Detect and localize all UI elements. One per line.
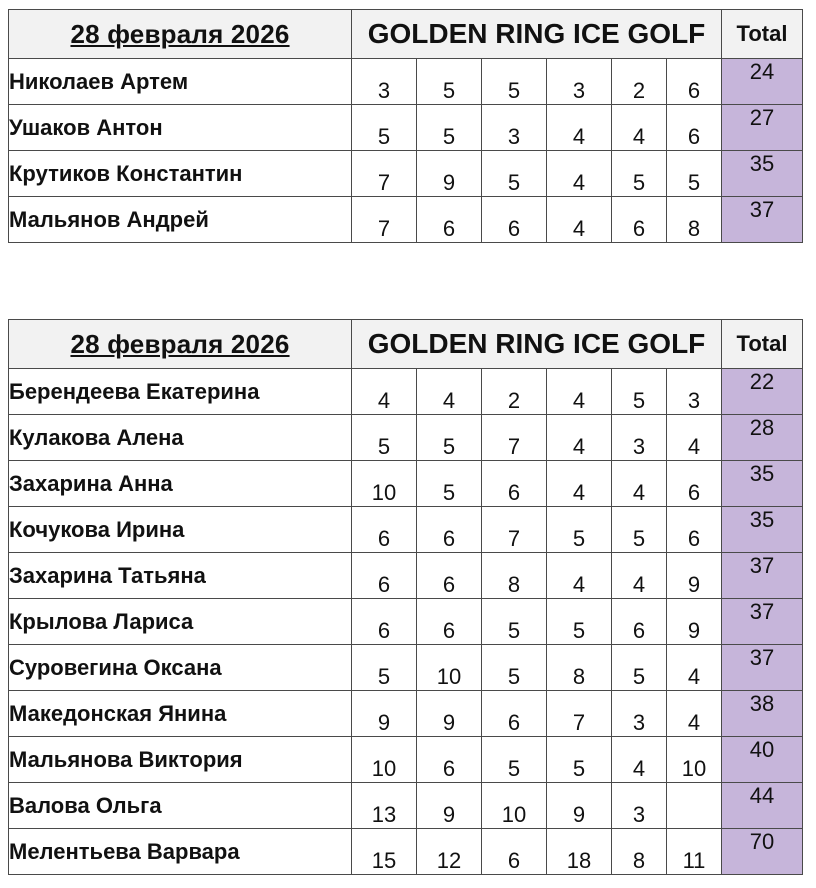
hole-score-cell: 7 bbox=[482, 507, 547, 553]
hole-score-cell: 6 bbox=[417, 507, 482, 553]
player-row bbox=[9, 151, 803, 197]
date-header: 28 февраля 2026 bbox=[9, 10, 352, 59]
hole-score-cell: 4 bbox=[547, 151, 612, 197]
player-row bbox=[9, 599, 803, 645]
hole-score-cell: 6 bbox=[667, 59, 722, 105]
hole-score-cell: 18 bbox=[547, 829, 612, 875]
player-name: Валова Ольга bbox=[9, 783, 352, 829]
total-header: Total bbox=[722, 320, 803, 369]
hole-score-cell: 4 bbox=[612, 461, 667, 507]
player-name: Мальянова Виктория bbox=[9, 737, 352, 783]
player-row bbox=[9, 737, 803, 783]
player-row bbox=[9, 553, 803, 599]
hole-score-cell: 6 bbox=[417, 599, 482, 645]
hole-score-cell: 9 bbox=[352, 691, 417, 737]
player-name: Македонская Янина bbox=[9, 691, 352, 737]
total-score-cell: 27 bbox=[722, 105, 803, 151]
hole-score-cell: 4 bbox=[612, 105, 667, 151]
player-name: Мелентьева Варвара bbox=[9, 829, 352, 875]
player-name: Николаев Артем bbox=[9, 59, 352, 105]
hole-score-cell: 7 bbox=[352, 151, 417, 197]
hole-score-cell: 4 bbox=[547, 369, 612, 415]
hole-score-cell: 9 bbox=[417, 783, 482, 829]
hole-score-cell: 12 bbox=[417, 829, 482, 875]
hole-score-cell: 9 bbox=[417, 151, 482, 197]
header-row bbox=[9, 320, 803, 369]
hole-score-cell: 3 bbox=[547, 59, 612, 105]
total-score-cell: 35 bbox=[722, 151, 803, 197]
player-row bbox=[9, 645, 803, 691]
hole-score-cell: 10 bbox=[352, 737, 417, 783]
hole-score-cell: 4 bbox=[667, 415, 722, 461]
hole-score-cell: 5 bbox=[547, 737, 612, 783]
hole-score-cell: 6 bbox=[482, 461, 547, 507]
hole-score-cell: 5 bbox=[417, 105, 482, 151]
hole-score-cell: 6 bbox=[352, 553, 417, 599]
hole-score-cell: 4 bbox=[547, 553, 612, 599]
hole-score-cell: 3 bbox=[352, 59, 417, 105]
player-name: Кочукова Ирина bbox=[9, 507, 352, 553]
hole-score-cell: 9 bbox=[667, 599, 722, 645]
player-name: Захарина Анна bbox=[9, 461, 352, 507]
hole-score-cell: 5 bbox=[482, 645, 547, 691]
hole-score-cell: 5 bbox=[482, 737, 547, 783]
player-row bbox=[9, 783, 803, 829]
hole-score-cell: 3 bbox=[612, 783, 667, 829]
hole-score-cell: 4 bbox=[547, 105, 612, 151]
total-score-cell: 35 bbox=[722, 507, 803, 553]
player-name: Захарина Татьяна bbox=[9, 553, 352, 599]
hole-score-cell: 5 bbox=[482, 151, 547, 197]
hole-score-cell: 6 bbox=[612, 599, 667, 645]
hole-score-cell: 6 bbox=[667, 507, 722, 553]
hole-score-cell: 5 bbox=[612, 369, 667, 415]
hole-score-cell: 8 bbox=[547, 645, 612, 691]
hole-score-cell: 5 bbox=[612, 645, 667, 691]
player-row bbox=[9, 461, 803, 507]
hole-score-cell: 9 bbox=[667, 553, 722, 599]
hole-score-cell: 10 bbox=[667, 737, 722, 783]
hole-score-cell: 5 bbox=[417, 461, 482, 507]
hole-score-cell bbox=[667, 783, 722, 829]
player-name: Мальянов Андрей bbox=[9, 197, 352, 243]
hole-score-cell: 13 bbox=[352, 783, 417, 829]
total-score-cell: 37 bbox=[722, 553, 803, 599]
hole-score-cell: 5 bbox=[667, 151, 722, 197]
player-row bbox=[9, 415, 803, 461]
hole-score-cell: 3 bbox=[612, 691, 667, 737]
hole-score-cell: 3 bbox=[612, 415, 667, 461]
hole-score-cell: 5 bbox=[612, 151, 667, 197]
hole-score-cell: 6 bbox=[417, 197, 482, 243]
hole-score-cell: 6 bbox=[352, 599, 417, 645]
total-score-cell: 38 bbox=[722, 691, 803, 737]
player-name: Ушаков Антон bbox=[9, 105, 352, 151]
total-score-cell: 37 bbox=[722, 197, 803, 243]
hole-score-cell: 5 bbox=[352, 645, 417, 691]
total-score-cell: 37 bbox=[722, 645, 803, 691]
hole-score-cell: 10 bbox=[482, 783, 547, 829]
hole-score-cell: 6 bbox=[667, 105, 722, 151]
hole-score-cell: 6 bbox=[667, 461, 722, 507]
player-row bbox=[9, 691, 803, 737]
player-row bbox=[9, 507, 803, 553]
total-header: Total bbox=[722, 10, 803, 59]
player-name: Берендеева Екатерина bbox=[9, 369, 352, 415]
player-row bbox=[9, 105, 803, 151]
hole-score-cell: 8 bbox=[667, 197, 722, 243]
scoreboard-women bbox=[8, 319, 803, 875]
total-score-cell: 22 bbox=[722, 369, 803, 415]
hole-score-cell: 3 bbox=[667, 369, 722, 415]
scoreboard-body bbox=[9, 320, 803, 875]
hole-score-cell: 3 bbox=[482, 105, 547, 151]
hole-score-cell: 5 bbox=[547, 507, 612, 553]
hole-score-cell: 6 bbox=[482, 691, 547, 737]
player-row bbox=[9, 59, 803, 105]
scoreboard-men bbox=[8, 9, 803, 243]
hole-score-cell: 2 bbox=[612, 59, 667, 105]
hole-score-cell: 15 bbox=[352, 829, 417, 875]
player-name: Суровегина Оксана bbox=[9, 645, 352, 691]
hole-score-cell: 10 bbox=[417, 645, 482, 691]
player-name: Крутиков Константин bbox=[9, 151, 352, 197]
player-name: Крылова Лариса bbox=[9, 599, 352, 645]
hole-score-cell: 5 bbox=[417, 59, 482, 105]
hole-score-cell: 6 bbox=[352, 507, 417, 553]
hole-score-cell: 6 bbox=[417, 553, 482, 599]
player-row bbox=[9, 829, 803, 875]
hole-score-cell: 11 bbox=[667, 829, 722, 875]
hole-score-cell: 4 bbox=[547, 415, 612, 461]
hole-score-cell: 4 bbox=[667, 691, 722, 737]
hole-score-cell: 7 bbox=[547, 691, 612, 737]
hole-score-cell: 7 bbox=[482, 415, 547, 461]
hole-score-cell: 10 bbox=[352, 461, 417, 507]
hole-score-cell: 4 bbox=[417, 369, 482, 415]
hole-score-cell: 9 bbox=[417, 691, 482, 737]
hole-score-cell: 5 bbox=[547, 599, 612, 645]
total-score-cell: 40 bbox=[722, 737, 803, 783]
hole-score-cell: 7 bbox=[352, 197, 417, 243]
hole-score-cell: 5 bbox=[417, 415, 482, 461]
player-row bbox=[9, 369, 803, 415]
hole-score-cell: 4 bbox=[667, 645, 722, 691]
hole-score-cell: 5 bbox=[482, 599, 547, 645]
tournament-title: GOLDEN RING ICE GOLF bbox=[352, 10, 722, 59]
hole-score-cell: 4 bbox=[612, 737, 667, 783]
hole-score-cell: 9 bbox=[547, 783, 612, 829]
tournament-title: GOLDEN RING ICE GOLF bbox=[352, 320, 722, 369]
hole-score-cell: 6 bbox=[612, 197, 667, 243]
total-score-cell: 37 bbox=[722, 599, 803, 645]
hole-score-cell: 5 bbox=[352, 415, 417, 461]
hole-score-cell: 8 bbox=[482, 553, 547, 599]
total-score-cell: 70 bbox=[722, 829, 803, 875]
total-score-cell: 24 bbox=[722, 59, 803, 105]
total-score-cell: 44 bbox=[722, 783, 803, 829]
hole-score-cell: 2 bbox=[482, 369, 547, 415]
hole-score-cell: 4 bbox=[352, 369, 417, 415]
total-score-cell: 28 bbox=[722, 415, 803, 461]
hole-score-cell: 6 bbox=[482, 829, 547, 875]
hole-score-cell: 4 bbox=[547, 461, 612, 507]
hole-score-cell: 4 bbox=[612, 553, 667, 599]
scoreboard-body bbox=[9, 10, 803, 243]
player-name: Кулакова Алена bbox=[9, 415, 352, 461]
hole-score-cell: 6 bbox=[482, 197, 547, 243]
hole-score-cell: 8 bbox=[612, 829, 667, 875]
date-header: 28 февраля 2026 bbox=[9, 320, 352, 369]
hole-score-cell: 4 bbox=[547, 197, 612, 243]
hole-score-cell: 5 bbox=[612, 507, 667, 553]
hole-score-cell: 5 bbox=[352, 105, 417, 151]
player-row bbox=[9, 197, 803, 243]
header-row bbox=[9, 10, 803, 59]
hole-score-cell: 5 bbox=[482, 59, 547, 105]
total-score-cell: 35 bbox=[722, 461, 803, 507]
hole-score-cell: 6 bbox=[417, 737, 482, 783]
